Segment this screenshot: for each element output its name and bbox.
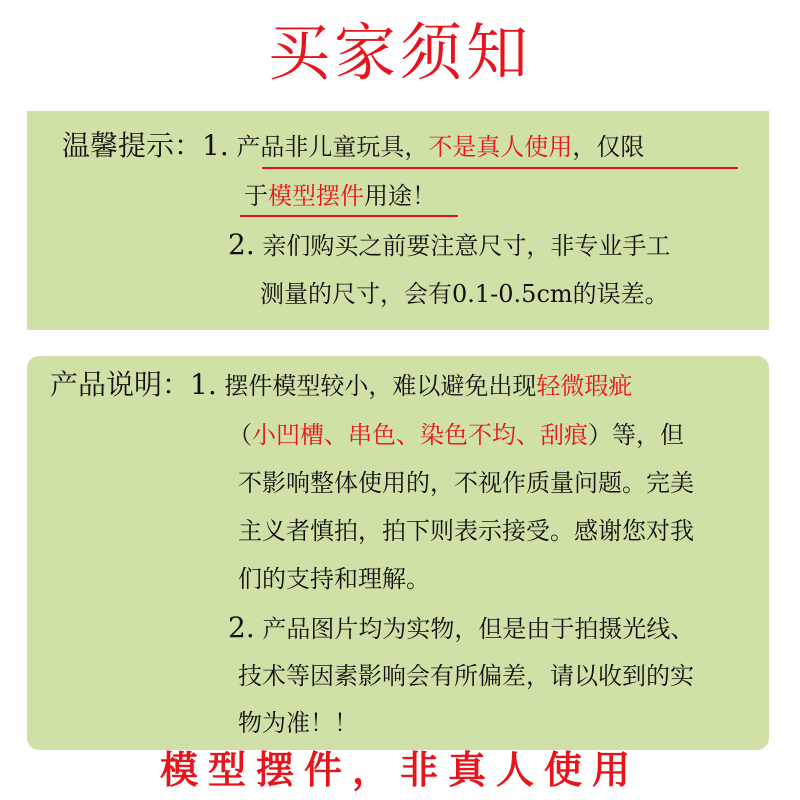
- product-item1-close-paren: ）等，但: [588, 421, 684, 449]
- notice-line-2: [244, 181, 436, 211]
- notice-item1-highlight-model: 模型摆件: [268, 182, 364, 210]
- page-title: 买家须知: [267, 16, 532, 89]
- product-item2-text-a: 产品图片均为实物，但是由于拍摄光线、: [262, 615, 695, 643]
- product-item1-open-paren: （: [228, 421, 252, 449]
- notice-line-4: [260, 279, 669, 309]
- product-item2-text-c: 物为准！！: [238, 709, 358, 737]
- product-item1-highlight-flaws: 轻微瑕疵: [536, 372, 633, 400]
- product-line-6: [228, 613, 694, 644]
- product-line-8: [238, 708, 358, 738]
- notice-item2-text-a: 亲们购买之前要注意尺寸，非专业手工: [262, 232, 671, 260]
- notice-line-1: [62, 131, 644, 162]
- product-line-1: [50, 370, 632, 401]
- product-item1-number: 1.: [190, 368, 217, 401]
- product-item1-text-a: 摆件模型较小，难以避免出现: [224, 372, 537, 400]
- footer-slogan: 模型摆件，非真人使用: [159, 748, 640, 792]
- product-line-5: [238, 564, 430, 594]
- notice-item1-text-d: 用途！: [364, 182, 436, 210]
- product-item2-number: 2.: [228, 611, 255, 644]
- notice-label: 温馨提示：: [62, 129, 203, 162]
- product-line-3: [238, 468, 694, 498]
- notice-item1-text-a: 产品非儿童玩具，: [236, 133, 429, 161]
- notice-item1-text-b: ，仅限: [572, 133, 645, 161]
- product-label: 产品说明：: [50, 368, 191, 401]
- notice-item2-number: 2.: [228, 228, 255, 261]
- notice-line-3: [228, 230, 670, 261]
- notice-item1-text-c: 于: [244, 182, 268, 210]
- product-line-7: [238, 661, 694, 691]
- notice-underline-2: [240, 215, 458, 217]
- notice-item1-highlight-not-real: 不是真人使用: [428, 133, 573, 161]
- product-item1-line5: 们的支持和理解。: [238, 565, 430, 593]
- product-item1-line4: 主义者慎拍，拍下则表示接受。感谢您对我: [238, 517, 694, 545]
- notice-item1-number: 1.: [202, 129, 229, 162]
- product-line-2: [228, 420, 684, 450]
- product-item1-line3: 不影响整体使用的，不视作质量问题。完美: [238, 469, 694, 497]
- product-item2-text-b: 技术等因素影响会有所偏差，请以收到的实: [238, 662, 694, 690]
- notice-underline-1: [262, 167, 738, 169]
- notice-item2-text-b: 测量的尺寸，会有0.1-0.5cm的误差。: [260, 280, 669, 308]
- product-line-4: [238, 516, 694, 546]
- product-item1-highlight-defects: 小凹槽、串色、染色不均、刮痕: [252, 421, 588, 449]
